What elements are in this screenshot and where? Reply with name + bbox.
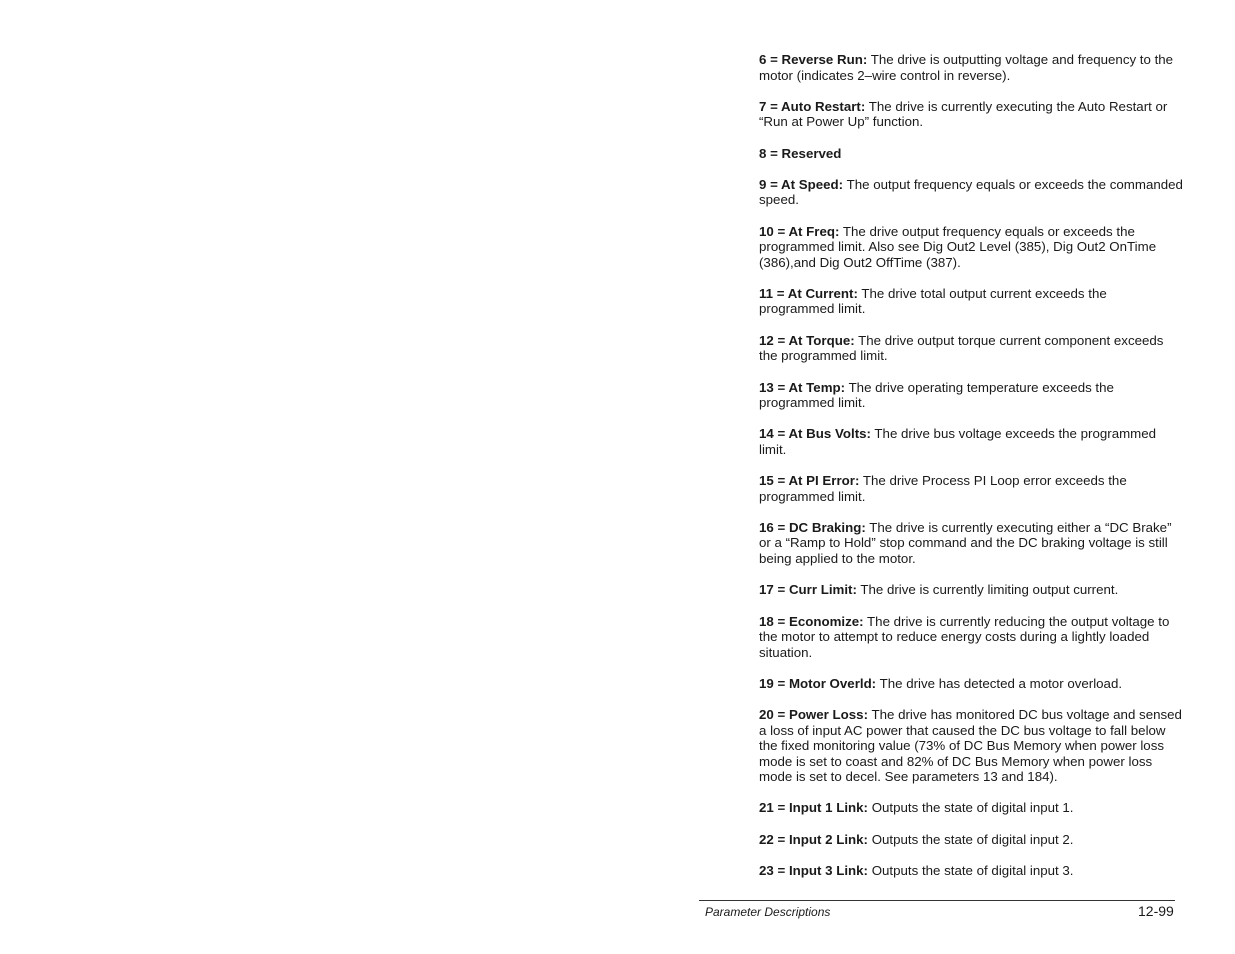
option-description: The drive is currently executing the Auto Restart or “Run at Power Up” function. <box>759 98 1168 130</box>
option-description: The drive Process PI Loop error exceeds the programmed limit. <box>759 473 1127 504</box>
option-entry-23 <box>759 863 1184 879</box>
option-term: 17 = Curr Limit: <box>759 582 857 598</box>
footer-divider <box>699 900 1175 901</box>
option-term: 23 = Input 3 Link: <box>759 863 868 879</box>
option-description: The drive bus voltage exceeds the programmed limit. <box>759 426 1157 457</box>
option-entry-10 <box>759 224 1184 271</box>
page-number: 12-99 <box>1138 903 1174 919</box>
option-description: Outputs the state of digital input 2. <box>871 831 1074 847</box>
option-entry-13 <box>759 380 1184 411</box>
option-entry-15 <box>759 473 1184 504</box>
option-description: The drive operating temperature exceeds the programmed limit. <box>759 379 1114 411</box>
option-term: 12 = At Torque: <box>759 332 855 348</box>
option-term: 10 = At Freq: <box>759 223 840 239</box>
option-entry-6 <box>759 52 1184 83</box>
option-term: 9 = At Speed: <box>759 176 844 192</box>
option-description: Outputs the state of digital input 3. <box>871 863 1074 879</box>
option-entry-7 <box>759 99 1184 130</box>
option-entry-21 <box>759 800 1184 816</box>
option-description: The drive is currently reducing the output voltage to the motor to attempt to reduce energy costs during a lightly loaded situation. <box>759 613 1170 660</box>
option-term: 8 = Reserved <box>759 145 842 161</box>
option-description: The drive is outputting voltage and frequency to the motor (indicates 2–wire control in reverse). <box>759 52 1174 83</box>
option-term: 13 = At Temp: <box>759 379 846 395</box>
option-description: Outputs the state of digital input 1. <box>871 800 1074 816</box>
option-term: 22 = Input 2 Link: <box>759 831 868 847</box>
option-entry-8 <box>759 146 1184 162</box>
option-description: The drive has detected a motor overload. <box>879 675 1123 691</box>
option-entry-14 <box>759 426 1184 457</box>
option-description: The output frequency equals or exceeds the commanded speed. <box>759 176 1183 208</box>
option-description: The drive total output current exceeds the programmed limit. <box>759 285 1107 317</box>
option-term: 18 = Economize: <box>759 613 864 629</box>
option-description: The drive is currently executing either a “DC Brake” or a “Ramp to Hold” stop command and the DC braking voltage is still being applied to the motor. <box>759 519 1172 566</box>
option-term: 16 = DC Braking: <box>759 519 866 535</box>
option-entry-18 <box>759 614 1184 661</box>
footer-section-title: Parameter Descriptions <box>705 905 831 919</box>
option-term: 20 = Power Loss: <box>759 707 869 723</box>
option-term: 14 = At Bus Volts: <box>759 426 871 442</box>
parameter-option-list <box>759 52 1184 894</box>
option-entry-22 <box>759 832 1184 848</box>
option-description: The drive output frequency equals or exceeds the programmed limit. Also see Dig Out2 Level (385), Dig Out2 OnTime (386),and Dig Out2 OffTime (387). <box>759 223 1157 270</box>
option-term: 11 = At Current: <box>759 285 858 301</box>
option-term: 21 = Input 1 Link: <box>759 800 868 816</box>
option-term: 7 = Auto Restart: <box>759 98 866 114</box>
option-description: The drive is currently limiting output current. <box>860 582 1119 598</box>
option-entry-16 <box>759 520 1184 567</box>
option-entry-11 <box>759 286 1184 317</box>
option-description: The drive output torque current component exceeds the programmed limit. <box>759 332 1164 364</box>
option-term: 6 = Reverse Run: <box>759 52 868 67</box>
option-term: 15 = At PI Error: <box>759 473 860 489</box>
option-entry-20 <box>759 707 1184 785</box>
option-entry-19 <box>759 676 1184 692</box>
option-description: The drive has monitored DC bus voltage and sensed a loss of input AC power that caused the DC bus voltage to fall below the fixed monitoring value (73% of DC Bus Memory when power loss mode is set to coast and 82% of DC Bus Memory when power loss mode is set to decel. See parameters 13 and 184). <box>759 707 1182 785</box>
option-entry-12 <box>759 333 1184 364</box>
option-term: 19 = Motor Overld: <box>759 675 877 691</box>
option-entry-9 <box>759 177 1184 208</box>
option-entry-17 <box>759 582 1184 598</box>
